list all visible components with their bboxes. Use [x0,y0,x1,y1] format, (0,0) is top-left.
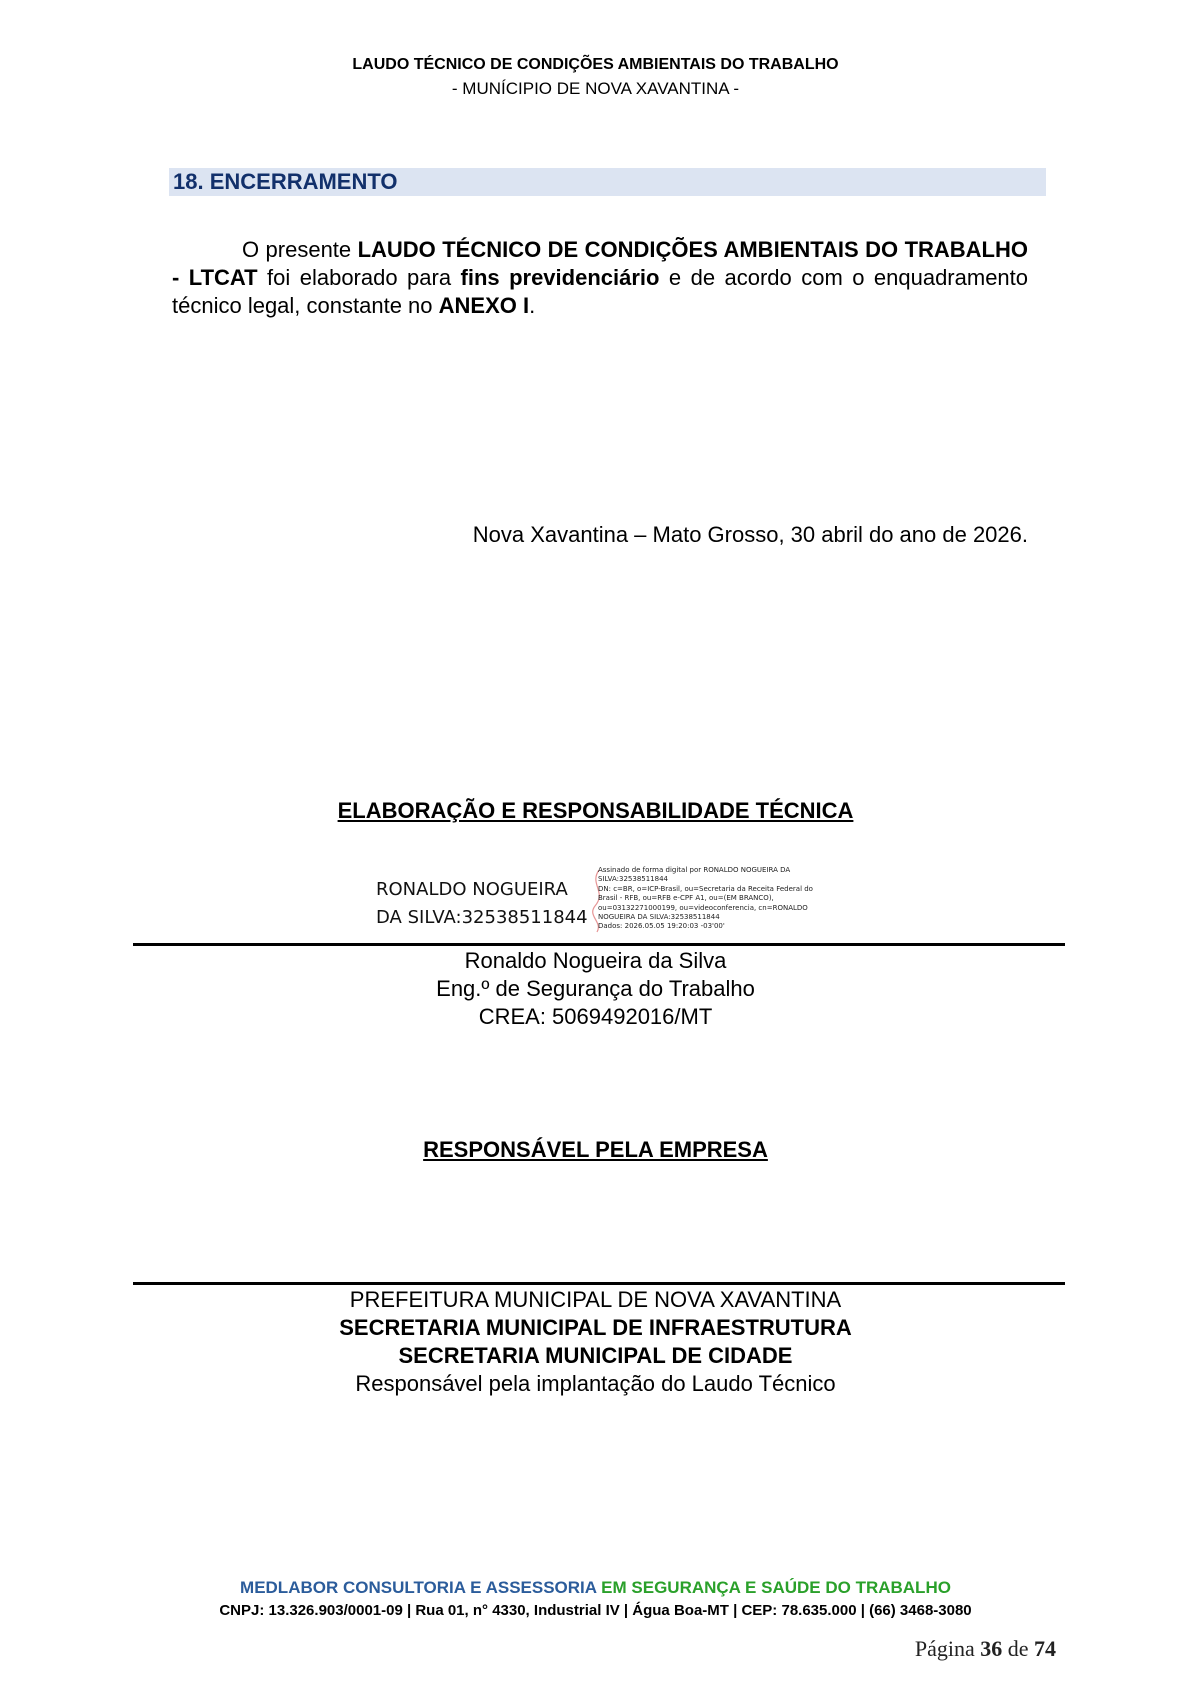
signature-detail-line: Assinado de forma digital por RONALDO NOGUEIRA DA [598,866,791,874]
section-heading: 18. ENCERRAMENTO [169,168,1046,196]
signature-line [133,943,1065,946]
signature-detail-line: Dados: 2026.05.05 19:20:03 -03'00' [598,922,725,931]
signature-details [598,866,834,932]
page-number [915,1636,1056,1662]
footer-company [0,1578,1191,1598]
paragraph-bold-annex: ANEXO I [438,293,530,318]
paragraph-bold-ltcat: LAUDO TÉCNICO DE CONDIÇÕES AMBIENTAIS DO TRABALHO - LTCAT [172,237,1028,290]
engineer-role: Eng.º de Segurança do Trabalho [436,976,755,1001]
paragraph-bold-purpose: fins previdenciário [460,265,660,290]
signature-detail-line: SILVA:32538511844 [598,875,668,884]
page-total: 74 [1034,1636,1056,1661]
paragraph-text: e de acordo com o enquadramento técnico legal, constante no [172,265,1029,318]
company-responsible-title: RESPONSÁVEL PELA EMPRESA [423,1137,768,1162]
paragraph-text: . [529,293,536,318]
header-title: LAUDO TÉCNICO DE CONDIÇÕES AMBIENTAIS DO TRABALHO [352,56,839,73]
company-line3: SECRETARIA MUNICIPAL DE CIDADE [398,1343,793,1368]
company-line2: SECRETARIA MUNICIPAL DE INFRAESTRUTURA [339,1315,852,1340]
header-subtitle: - MUNÍCIPIO DE NOVA XAVANTINA - [451,79,740,98]
page-label: Página [914,1636,975,1661]
signature-line [133,1282,1065,1285]
signature-detail-line: ou=03132271000199, ou=videoconferencia, cn=RONALDO [598,903,808,912]
footer-address: CNPJ: 13.326.903/0001-09 | Rua 01, n° 4330, Industrial IV | Água Boa-MT | CEP: 78.635.000 | (66) 3468-3080 [219,1602,972,1619]
signature-name [376,876,588,932]
closing-paragraph [172,236,1028,320]
digital-signature [376,866,836,930]
signature-name-line1: RONALDO NOGUEIRA [376,879,568,900]
engineer-name: Ronaldo Nogueira da Silva [464,948,727,973]
signature-detail-line: DN: c=BR, o=ICP-Brasil, ou=Secretaria da Receita Federal do [598,884,813,893]
company-line1: PREFEITURA MUNICIPAL DE NOVA XAVANTINA [349,1287,842,1312]
page-of: de [1007,1636,1029,1661]
signature-detail-line: NOGUEIRA DA SILVA:32538511844 [598,913,720,922]
signature-detail-line: Brasil - RFB, ou=RFB e-CPF A1, ou=(EM BRANCO), [598,894,774,903]
paragraph-text: foi elaborado para [257,265,461,290]
page-current: 36 [980,1636,1003,1661]
company-line4: Responsável pela implantação do Laudo Técnico [355,1371,836,1396]
signature-name-line2: DA SILVA:32538511844 [376,907,588,928]
footer-company-green: EM SEGURANÇA E SAÚDE DO TRABALHO [601,1578,951,1597]
paragraph-text: O presente [242,237,358,262]
place-date: Nova Xavantina – Mato Grosso, 30 abril do ano de 2026. [472,522,1028,547]
technical-responsibility-title: ELABORAÇÃO E RESPONSABILIDADE TÉCNICA [337,798,854,823]
engineer-crea: CREA: 5069492016/MT [478,1004,713,1029]
footer-company-blue: MEDLABOR CONSULTORIA E ASSESSORIA [240,1578,597,1597]
